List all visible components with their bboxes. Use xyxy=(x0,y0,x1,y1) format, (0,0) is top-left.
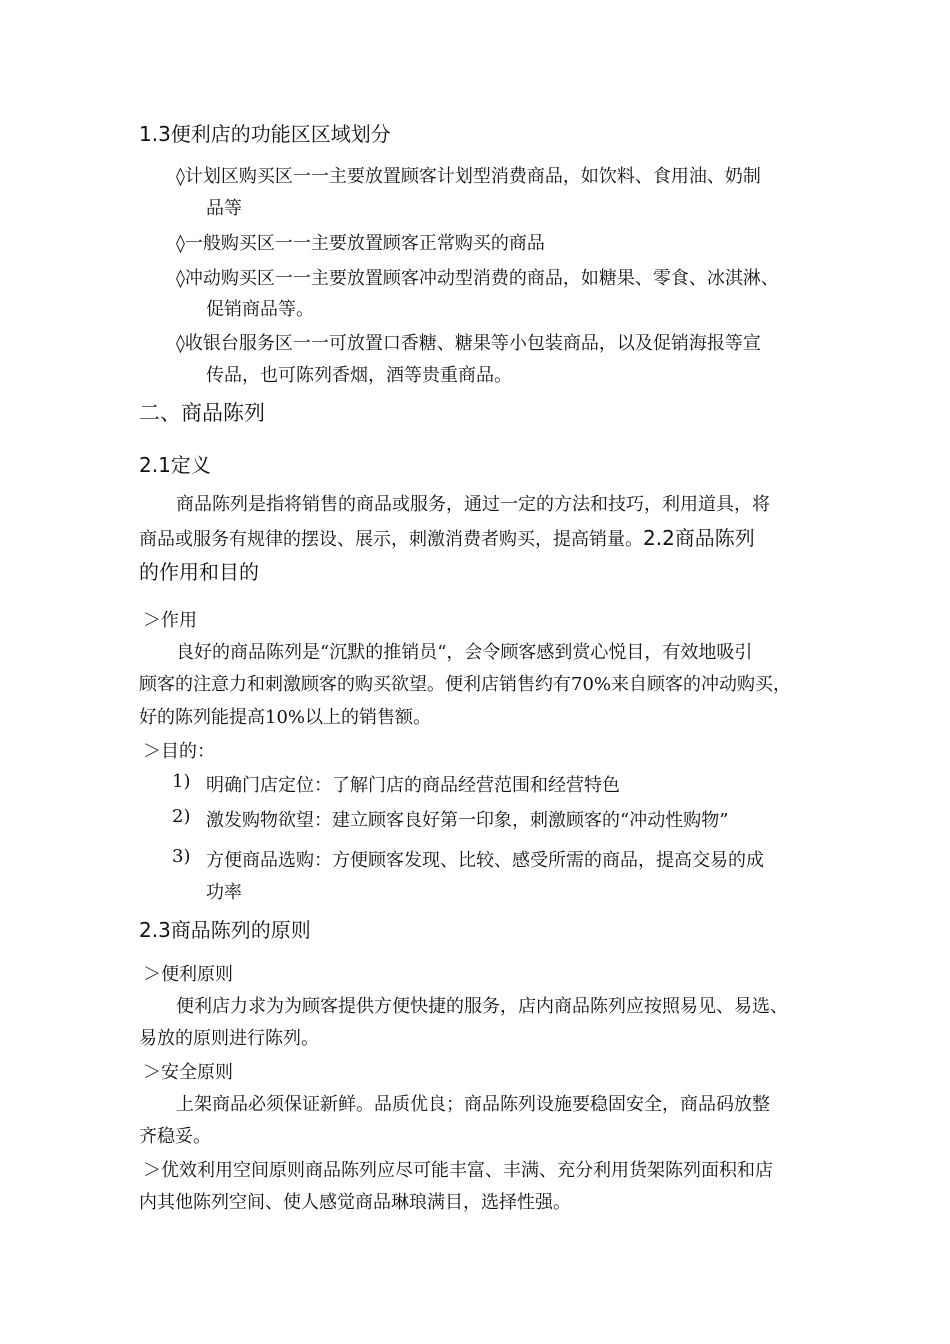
section-heading-2: 二、商品陈列 xyxy=(139,401,265,425)
convenience-label: ＞便利原则 xyxy=(143,964,233,985)
section-heading-2-1: 2.1定义 xyxy=(139,453,211,477)
list-number: 3) xyxy=(172,846,191,867)
paragraph-line: 商品陈列是指将销售的商品或服务，通过一定的方法和技巧，利用道具，将 xyxy=(176,494,770,515)
paragraph-line: 齐稳妥。 xyxy=(139,1126,211,1147)
paragraph-line: ＞优效利用空间原则商品陈列应尽可能丰富、丰满、充分利用货架陈列面积和店 xyxy=(143,1160,773,1181)
list-item: ◊计划区购买区一一主要放置顾客计划型消费商品，如饮料、食用油、奶制 xyxy=(176,166,761,187)
list-number: 2) xyxy=(172,806,191,827)
paragraph-line: 内其他陈列空间、使人感觉商品琳琅满目，选择性强。 xyxy=(139,1192,571,1213)
list-item: 明确门店定位：了解门店的商品经营范围和经营特色 xyxy=(206,775,620,796)
section-heading-2-3: 2.3商品陈列的原则 xyxy=(139,918,311,942)
paragraph-line: 易放的原则进行陈列。 xyxy=(139,1028,319,1049)
list-item-continuation: 功率 xyxy=(206,882,242,903)
list-item-continuation: 促销商品等。 xyxy=(206,299,314,320)
role-label: ＞作用 xyxy=(143,610,197,631)
paragraph-line: 便利店力求为为顾客提供方便快捷的服务，店内商品陈列应按照易见、易选、 xyxy=(176,996,788,1017)
list-item: ◊一般购买区一一主要放置顾客正常购买的商品 xyxy=(176,233,545,254)
goal-label: ＞目的： xyxy=(143,741,215,762)
section-heading-1-3: 1.3便利店的功能区区域划分 xyxy=(139,122,391,146)
paragraph-line: 良好的商品陈列是“沉默的推销员“，会令顾客感到赏心悦目，有效地吸引 xyxy=(176,642,753,663)
paragraph-line xyxy=(139,522,755,551)
list-item: 方便商品选购：方便顾客发现、比较、感受所需的商品，提高交易的成 xyxy=(206,850,764,871)
paragraph-line: 上架商品必须保证新鲜。品质优良；商品陈列设施要稳固安全，商品码放整 xyxy=(176,1094,770,1115)
paragraph-line: 顾客的注意力和刺激顾客的购买欲望。便利店销售约有70%来自顾客的冲动购买， xyxy=(139,674,792,695)
paragraph-text: 商品或服务有规律的摆设、展示，刺激消费者购买，提高销量。 xyxy=(139,529,643,550)
list-item-continuation: 品等 xyxy=(206,198,242,219)
list-item: ◊冲动购买区一一主要放置顾客冲动型消费的商品，如糖果、零食、冰淇淋、 xyxy=(176,268,779,289)
list-item: 激发购物欲望：建立顾客良好第一印象，刺激顾客的“冲动性购物” xyxy=(206,810,729,831)
list-item-continuation: 传品，也可陈列香烟，酒等贵重商品。 xyxy=(206,365,512,386)
list-item: ◊收银台服务区一一可放置口香糖、糖果等小包装商品，以及促销海报等宣 xyxy=(176,333,761,354)
safety-label: ＞安全原则 xyxy=(143,1062,233,1083)
paragraph-line: 好的陈列能提高10%以上的销售额。 xyxy=(139,707,432,728)
list-number: 1) xyxy=(172,771,191,792)
section-heading-2-2-continuation: 的作用和目的 xyxy=(139,560,259,584)
section-heading-2-2: 2.2商品陈列 xyxy=(643,526,755,550)
